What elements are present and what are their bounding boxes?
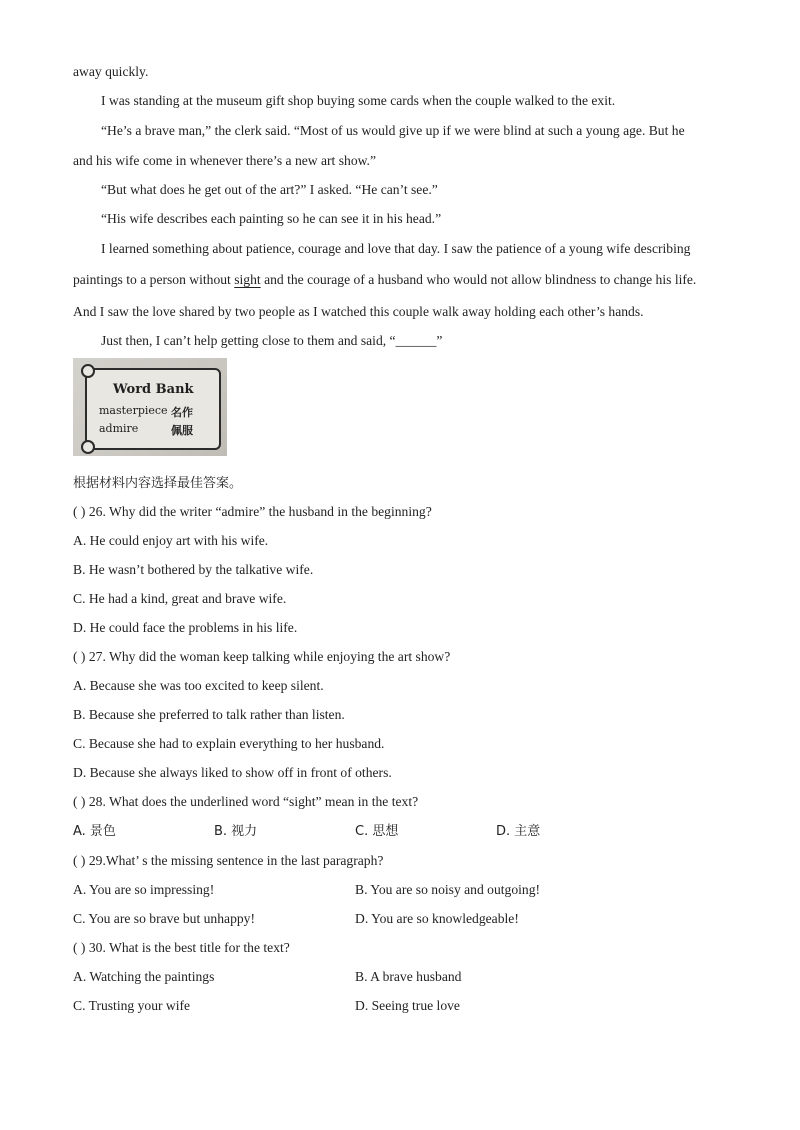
passage-paragraph: I learned something about patience, courage and love that day. I saw the patience of a young wife describing — [101, 241, 691, 256]
passage-paragraph: “He’s a brave man,” the clerk said. “Most of us would give up if we were blind at such a young age. But he — [101, 123, 685, 138]
answer-option[interactable]: C. Because she had to explain everything to her husband. — [73, 736, 385, 751]
answer-option[interactable]: C. He had a kind, great and brave wife. — [73, 591, 287, 606]
passage-paragraph: “His wife describes each painting so he can see it in his head.” — [101, 211, 442, 226]
passage-line: and his wife come in whenever there’s a new art show.” — [73, 153, 376, 168]
question-stem: ( ) 26. Why did the writer “admire” the husband in the beginning? — [73, 504, 432, 519]
word-bank-image — [73, 358, 227, 456]
word-bank-term: admire — [99, 422, 139, 435]
answer-option[interactable]: D. Because she always liked to show off in front of others. — [73, 765, 392, 780]
answer-option[interactable]: C. 思想 — [355, 824, 399, 839]
passage-paragraph: “But what does he get out of the art?” I asked. “He can’t see.” — [101, 182, 438, 197]
passage-line: away quickly. — [73, 64, 149, 79]
answer-option[interactable]: B. You are so noisy and outgoing! — [355, 882, 541, 897]
scroll-frame — [85, 368, 221, 450]
scroll-curl — [81, 440, 95, 454]
text-segment: paintings to a person without — [73, 272, 235, 287]
answer-option[interactable]: D. He could face the problems in his life. — [73, 620, 298, 635]
answer-option[interactable]: A. Watching the paintings — [73, 969, 215, 984]
answer-option[interactable]: D. 主意 — [496, 824, 541, 839]
answer-option[interactable]: A. 景色 — [73, 824, 116, 839]
question-stem: ( ) 29.What’ s the missing sentence in the last paragraph? — [73, 853, 384, 868]
answer-option[interactable]: C. You are so brave but unhappy! — [73, 911, 255, 926]
scroll-curl — [81, 364, 95, 378]
text-segment: and the courage of a husband who would not allow blindness to change his life. — [260, 272, 697, 287]
underlined-word-sight: sight — [234, 272, 261, 287]
answer-option[interactable]: B. Because she preferred to talk rather than listen. — [73, 707, 345, 722]
question-stem: ( ) 28. What does the underlined word “sight” mean in the text? — [73, 794, 419, 809]
answer-option[interactable]: D. You are so knowledgeable! — [355, 911, 519, 926]
passage-paragraph: I was standing at the museum gift shop buying some cards when the couple walked to the exit. — [101, 93, 616, 108]
question-stem: ( ) 30. What is the best title for the text? — [73, 940, 290, 955]
answer-option[interactable]: B. A brave husband — [355, 969, 462, 984]
answer-option[interactable]: B. He wasn’t bothered by the talkative wife. — [73, 562, 314, 577]
word-bank-term: masterpiece — [99, 404, 168, 417]
word-bank-translation: 佩服 — [171, 424, 193, 437]
answer-option[interactable]: A. You are so impressing! — [73, 882, 215, 897]
answer-option[interactable]: A. Because she was too excited to keep silent. — [73, 678, 324, 693]
word-bank-title: Word Bank — [113, 382, 194, 397]
passage-paragraph: Just then, I can’t help getting close to them and said, “______” — [101, 333, 443, 348]
passage-line: And I saw the love shared by two people as I watched this couple walk away holding each other’s hands. — [73, 304, 644, 319]
word-bank-translation: 名作 — [171, 406, 193, 419]
answer-option[interactable]: D. Seeing true love — [355, 998, 460, 1013]
answer-option[interactable]: A. He could enjoy art with his wife. — [73, 533, 269, 548]
answer-option[interactable]: C. Trusting your wife — [73, 998, 191, 1013]
question-stem: ( ) 27. Why did the woman keep talking while enjoying the art show? — [73, 649, 451, 664]
answer-option[interactable]: B. 视力 — [214, 824, 258, 839]
instruction: 根据材料内容选择最佳答案。 — [73, 476, 243, 491]
passage-line — [73, 271, 696, 289]
